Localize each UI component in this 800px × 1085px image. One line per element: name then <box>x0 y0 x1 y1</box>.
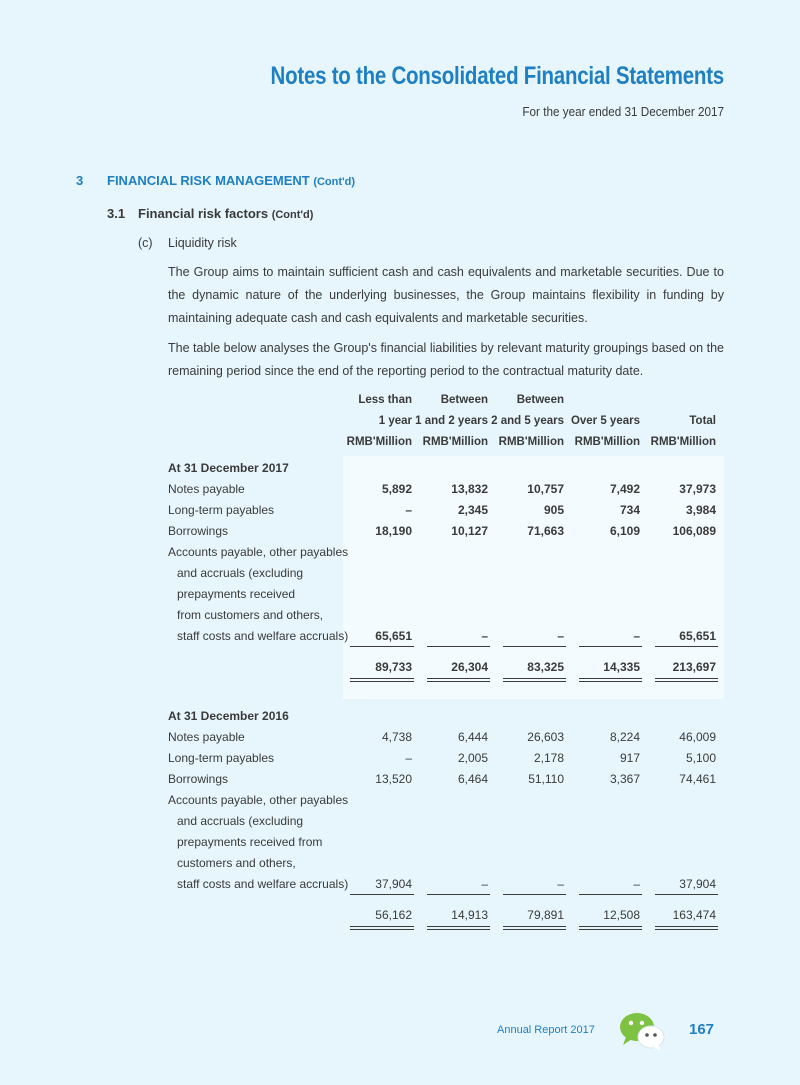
table-cell: 71,663 <box>527 524 564 538</box>
table-cell: 74,461 <box>679 772 716 786</box>
table-cell: 2,005 <box>457 751 488 765</box>
page-subtitle: For the year ended 31 December 2017 <box>522 104 724 119</box>
footer-page-number: 167 <box>689 1021 715 1038</box>
item-heading <box>138 236 237 250</box>
table-cell: 5,892 <box>381 482 412 496</box>
table-cell: 2,178 <box>533 751 564 765</box>
row-label: Notes payable <box>168 482 245 496</box>
table-cell: 4,738 <box>381 730 412 744</box>
row-label-line: staff costs and welfare accruals) <box>177 877 349 891</box>
double-underline <box>427 678 490 682</box>
table-cell: 10,757 <box>527 482 564 496</box>
table-cell: 163,474 <box>672 908 716 922</box>
subsection-title: Financial risk factors <box>138 206 269 221</box>
table-cell: 56,162 <box>375 908 412 922</box>
underline <box>350 894 414 895</box>
table-cell: 12,508 <box>603 908 640 922</box>
table-cell: 65,651 <box>679 629 716 643</box>
page-title: Notes to the Consolidated Financial Statements <box>270 62 724 90</box>
row-label-line: customers and others, <box>177 856 296 870</box>
table-cell: – <box>481 629 488 643</box>
wechat-logo-icon <box>616 1010 668 1052</box>
section-title: FINANCIAL RISK MANAGEMENT <box>107 173 310 188</box>
column-header-line1: Less than <box>358 394 412 406</box>
column-header-line2: 1 and 2 years <box>415 415 488 427</box>
subsection-number: 3.1 <box>107 206 126 221</box>
subsection-heading <box>107 206 313 221</box>
table-cell: 7,492 <box>609 482 640 496</box>
table-cell: – <box>405 503 412 517</box>
table-cell: 6,109 <box>609 524 640 538</box>
row-label: Borrowings <box>168 772 229 786</box>
table-cell: 106,089 <box>672 524 716 538</box>
row-label-line: prepayments received <box>177 587 296 601</box>
double-underline <box>655 678 718 682</box>
table-cell: 905 <box>543 503 564 517</box>
table-cell: 65,651 <box>375 629 412 643</box>
column-header-line2: 2 and 5 years <box>491 415 564 427</box>
row-label: Borrowings <box>168 524 229 538</box>
table-cell: 6,444 <box>457 730 488 744</box>
table-cell: 37,973 <box>679 482 716 496</box>
column-header-unit: RMB'Million <box>346 436 412 448</box>
table-cell: 14,335 <box>603 660 640 674</box>
column-header-line2: Over 5 years <box>570 415 640 427</box>
column-header-line2: 1 year <box>378 415 412 427</box>
section-heading <box>76 173 355 188</box>
row-label-line: Accounts payable, other payables <box>168 545 349 559</box>
footer-report-label: Annual Report 2017 <box>497 1024 595 1036</box>
table-cell: – <box>405 751 412 765</box>
table-cell: 5,100 <box>685 751 716 765</box>
table-cell: 37,904 <box>679 877 716 891</box>
double-underline <box>350 678 414 682</box>
column-header-unit: RMB'Million <box>498 436 564 448</box>
table-cell: 18,190 <box>375 524 412 538</box>
row-label-line: staff costs and welfare accruals) <box>177 629 349 643</box>
table-cell: – <box>557 629 564 643</box>
table-cell: 13,832 <box>451 482 488 496</box>
table-cell: 8,224 <box>609 730 640 744</box>
column-header-line1: Between <box>516 394 564 406</box>
table-cell: 51,110 <box>528 772 564 786</box>
row-label-line: and accruals (excluding <box>177 566 304 580</box>
column-header-line1: Between <box>440 394 488 406</box>
table-cell: 83,325 <box>527 660 564 674</box>
section-number: 3 <box>76 173 84 188</box>
column-header-line2: Total <box>689 415 716 427</box>
row-label-line: prepayments received from <box>177 835 323 849</box>
table-cell: 734 <box>619 503 640 517</box>
double-underline <box>503 926 566 930</box>
table-cell: – <box>633 629 640 643</box>
row-label: Long-term payables <box>168 751 275 765</box>
row-label: Notes payable <box>168 730 245 744</box>
table-cell: 14,913 <box>451 908 488 922</box>
section-suffix: (Cont'd) <box>313 176 356 188</box>
table-cell: 13,520 <box>375 772 412 786</box>
paragraph-2: The table below analyses the Group's financial liabilities by relevant maturity groupings based on the remaining period since the end of the reporting period to the contractual maturity date. <box>168 341 724 378</box>
column-header-unit: RMB'Million <box>650 436 716 448</box>
period-heading: At 31 December 2017 <box>168 461 289 475</box>
table-cell: 79,891 <box>527 908 564 922</box>
table-cell: 3,367 <box>609 772 640 786</box>
underline <box>655 894 718 895</box>
table-cell: – <box>633 877 640 891</box>
underline <box>350 646 414 647</box>
table-cell: 3,984 <box>685 503 716 517</box>
period-heading: At 31 December 2016 <box>168 709 289 723</box>
item-number: (c) <box>138 236 153 250</box>
double-underline <box>579 926 642 930</box>
table-cell: 46,009 <box>679 730 716 744</box>
row-label-line: and accruals (excluding <box>177 814 304 828</box>
table-cell: 917 <box>619 751 640 765</box>
table-cell: 6,464 <box>457 772 488 786</box>
underline <box>427 894 490 895</box>
paragraph-1: The Group aims to maintain sufficient cash and cash equivalents and marketable securities. Due to the dynamic nature of the underlying businesses, the Group maintains flexibility in funding by maintaining adequate cash and cash equivalents and marketable securities. <box>168 265 724 325</box>
table-cell: 26,304 <box>451 660 488 674</box>
row-label-line: from customers and others, <box>177 608 324 622</box>
underline <box>427 646 490 647</box>
double-underline <box>427 926 490 930</box>
underline <box>655 646 718 647</box>
column-header-unit: RMB'Million <box>574 436 640 448</box>
table-cell: 2,345 <box>457 503 488 517</box>
table-cell: – <box>557 877 564 891</box>
double-underline <box>350 926 414 930</box>
subsection-suffix: (Cont'd) <box>271 209 314 221</box>
table-cell: – <box>481 877 488 891</box>
row-label-line: Accounts payable, other payables <box>168 793 349 807</box>
table-cell: 26,603 <box>527 730 564 744</box>
double-underline <box>579 678 642 682</box>
double-underline <box>655 926 718 930</box>
table-cell: 10,127 <box>451 524 488 538</box>
column-header-unit: RMB'Million <box>422 436 488 448</box>
underline <box>503 646 566 647</box>
underline <box>503 894 566 895</box>
underline <box>579 646 642 647</box>
double-underline <box>503 678 566 682</box>
table-cell: 89,733 <box>375 660 412 674</box>
item-title: Liquidity risk <box>168 236 237 250</box>
row-label: Long-term payables <box>168 503 275 517</box>
table-cell: 37,904 <box>375 877 412 891</box>
table-cell: 213,697 <box>672 660 716 674</box>
underline <box>579 894 642 895</box>
